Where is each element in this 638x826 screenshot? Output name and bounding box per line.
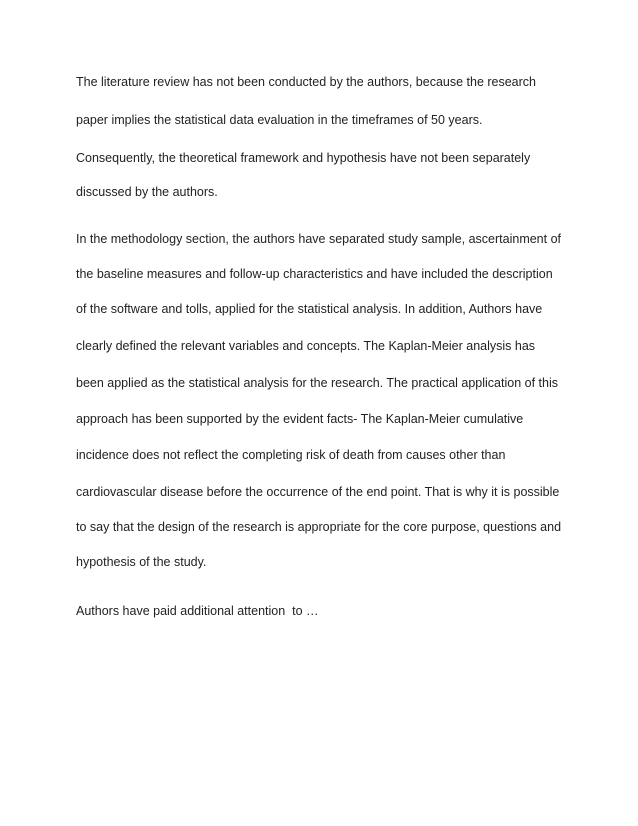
paragraph-2-line-4: clearly defined the relevant variables and concepts. The Kaplan-Meier analysis has: [76, 339, 536, 353]
paragraph-2-line-5: been applied as the statistical analysis for the research. The practical application of this: [76, 376, 558, 390]
paragraph-2-line-7: incidence does not reflect the completing risk of death from causes other than: [76, 448, 506, 462]
paragraph-2-line-6: approach has been supported by the evident facts- The Kaplan-Meier cumulative: [76, 412, 524, 426]
paragraph-1-line-2: paper implies the statistical data evaluation in the timeframes of 50 years.: [76, 113, 483, 127]
paragraph-1-line-4: discussed by the authors.: [76, 185, 218, 199]
paragraph-2-line-10: hypothesis of the study.: [76, 555, 207, 569]
paragraph-2-line-8: cardiovascular disease before the occurrence of the end point. That is why it is possible: [76, 485, 560, 499]
paragraph-2-line-3: of the software and tolls, applied for the statistical analysis. In addition, Authors have: [76, 302, 543, 316]
paragraph-2-line-9: to say that the design of the research is appropriate for the core purpose, questions and: [76, 520, 562, 534]
paragraph-2-line-2: the baseline measures and follow-up characteristics and have included the description: [76, 267, 553, 281]
paragraph-1-line-1: The literature review has not been conducted by the authors, because the research: [76, 75, 537, 89]
paragraph-1-line-3: Consequently, the theoretical framework and hypothesis have not been separately: [76, 151, 531, 165]
paragraph-3-line-1: Authors have paid additional attention to …: [76, 604, 319, 618]
paragraph-2-line-1: In the methodology section, the authors have separated study sample, ascertainment of: [76, 232, 562, 246]
